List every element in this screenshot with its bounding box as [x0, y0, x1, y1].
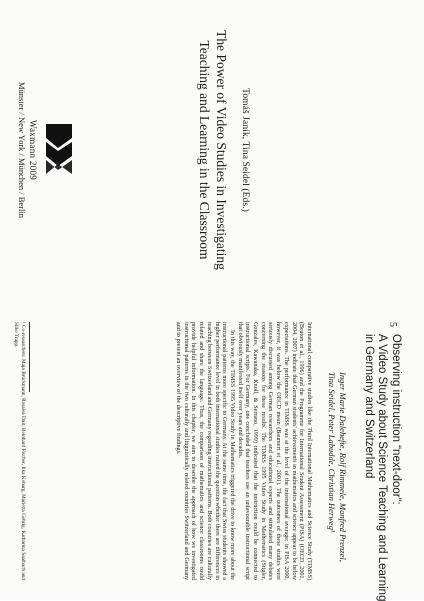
page-number: 5 [387, 322, 398, 327]
publisher-cities: Münster / New York / München / Berlin [17, 82, 27, 218]
body-paragraph: International comparative studies like the Third International Mathematics and Science Study (TIMSS) (Beaton et al., 1996) and the Programme for International Student Assessment (PISA) (OECD, 2001, 2004, 2007) indicate that German students' achievements in mathematics and science appear to be below expectations. The performance in TIMSS was at the level of the international average; in PISA 2000, however, it was below the OECD mean (Baumert et al., 2001). The outcomes of these studies were seriously discussed among German researchers and educational experts and stimulated many debates concerning the reasons for these results. The TIMSS 1995 Video Study in Mathematics (Stigler, Gonzales, Kawanaka, Knoll, & Serrano, 1999) indicated that the instruction could be connected to instructional scripts. For Germany, one concluded that teachers use an unfavourable instructional script that obviously manifested itself over years and decades. [236, 322, 312, 580]
book-editors: Tomáš Janík, Tina Seidel (Eds.) [240, 88, 250, 212]
chapter-title-line: A Video Study about Science Teaching and Learning [376, 334, 389, 601]
book-title [196, 28, 230, 272]
chapter-title-line: in Germany and Switzerland [363, 334, 375, 479]
publisher-name: Waxmann 2009 [28, 119, 38, 181]
body-paragraph: In this way, the TIMSS 1995 Video Study in Mathematics triggered the drive to know more about the instructional patterns more specific to Germany. At the same time, the fact that Swiss students showed a higher performance level in both international studies raised the question whether there are differences in teaching between Switzerland and Germany regarding instructional patterns. Both countries are culturally related and share the language. Thus, the comparison of mathematics and science classrooms could provide helpful information. In this chapter, we aim to describe the approach of how we investigated instructional patterns in the two culturally and linguistically related countries Switzerland and Germany and to present an overview of the descriptive findings. [175, 322, 235, 580]
chapter-opening-page [0, 300, 424, 600]
chapter-body [173, 322, 312, 580]
author-line: Tina Seidel, Peter Labudde, Christian Herweg¹ [327, 372, 337, 533]
publisher-logo-icon [44, 118, 74, 182]
chapter-authors [326, 372, 348, 588]
book-title-line: Teaching and Learning in the Classroom [197, 40, 212, 260]
chapter-title-line: Observing instruction “next-door”: [390, 334, 402, 505]
footnote-divider [29, 322, 30, 392]
footnote: ¹ Co-researchers: Maja Brückmann, Rosalea Duit, Reinhard Fischer, Ilka Kobarg, Marietta Gehrig, Katharina Saalbach and Silke Trapp. [13, 322, 26, 580]
chapter-title [362, 334, 403, 601]
author-line: Inger Marie Dalehefte, Rolf Rimmele, Manfred Prenzel, [338, 372, 348, 562]
book-title-line: The Power of Video Studies in Investigating [214, 30, 229, 270]
book-title-page [0, 0, 424, 300]
